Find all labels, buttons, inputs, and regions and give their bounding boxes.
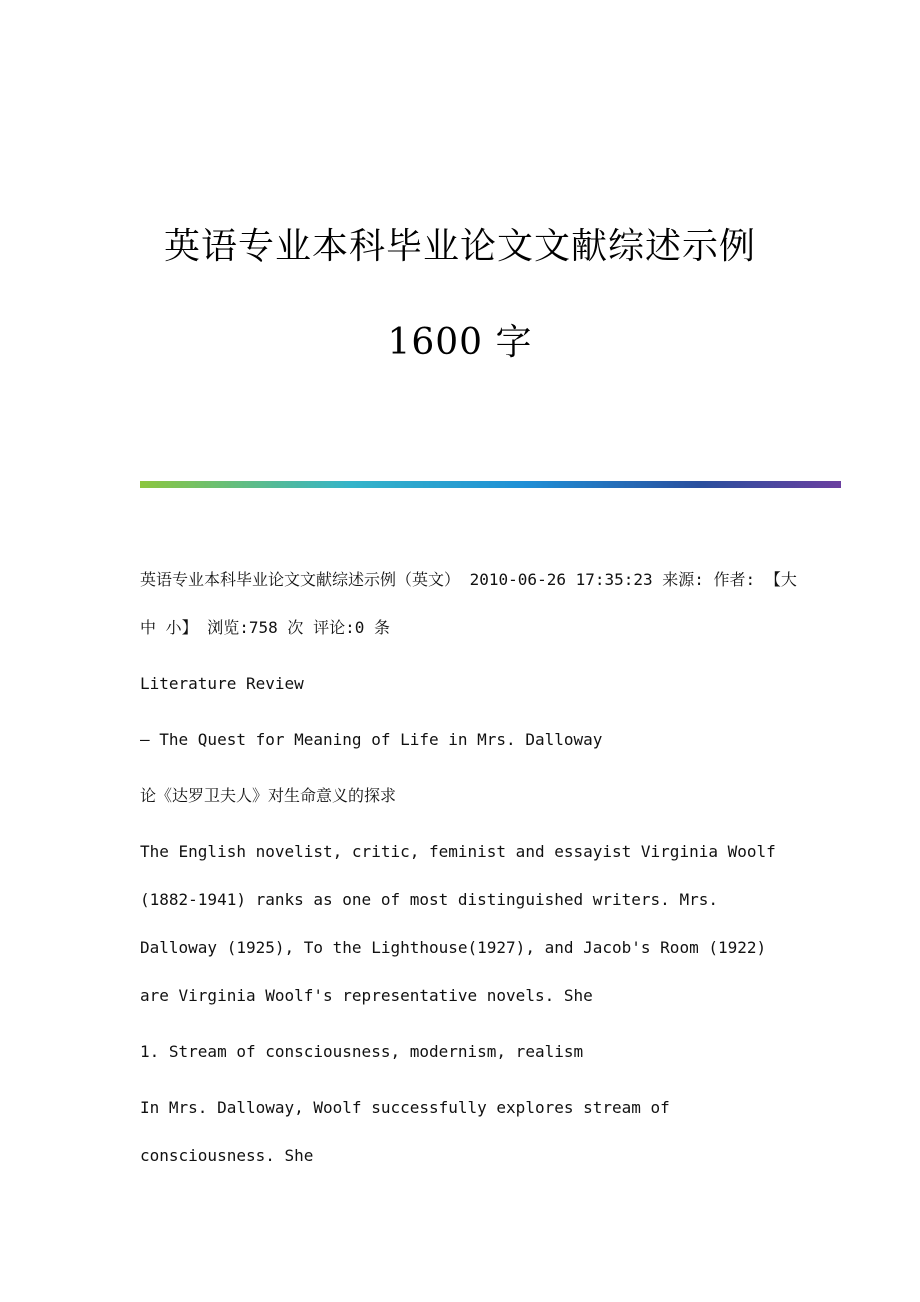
document-title-subline: 1600 字: [387, 322, 533, 363]
paragraph-body: [140, 1084, 800, 1180]
paragraph-text: In Mrs. Dalloway, Woolf successfully explores stream of consciousness. She: [140, 1098, 670, 1165]
paragraph-section-heading: [140, 1028, 800, 1076]
article-meta: [140, 556, 800, 652]
paragraph-text: The English novelist, critic, feminist and essayist Virginia Woolf (1882-1941) ranks as one of most distinguished writers. Mrs. Dalloway (1925), To the Lighthouse(1927), and Jacob's Room (1922) are Virginia Woolf's representative novels. She: [140, 842, 776, 1005]
paragraph-text: 论《达罗卫夫人》对生命意义的探求: [140, 786, 397, 805]
paragraph-text: — The Quest for Meaning of Life in Mrs. Dalloway: [140, 730, 603, 749]
article-meta-text: 英语专业本科毕业论文文献综述示例（英文） 2010-06-26 17:35:23 来源: 作者: 【大 中 小】 浏览:758 次 评论:0 条: [140, 570, 797, 637]
paragraph-subtitle: [140, 716, 800, 764]
paragraph-text: 1. Stream of consciousness, modernism, realism: [140, 1042, 584, 1061]
gradient-divider: [140, 481, 841, 488]
paragraph-text: Literature Review: [140, 674, 304, 693]
paragraph-heading: [140, 660, 800, 708]
document-title: 英语专业本科毕业论文文献综述示例: [163, 226, 756, 267]
paragraph-intro: [140, 828, 800, 1020]
paragraph-chinese-subtitle: [140, 772, 800, 820]
